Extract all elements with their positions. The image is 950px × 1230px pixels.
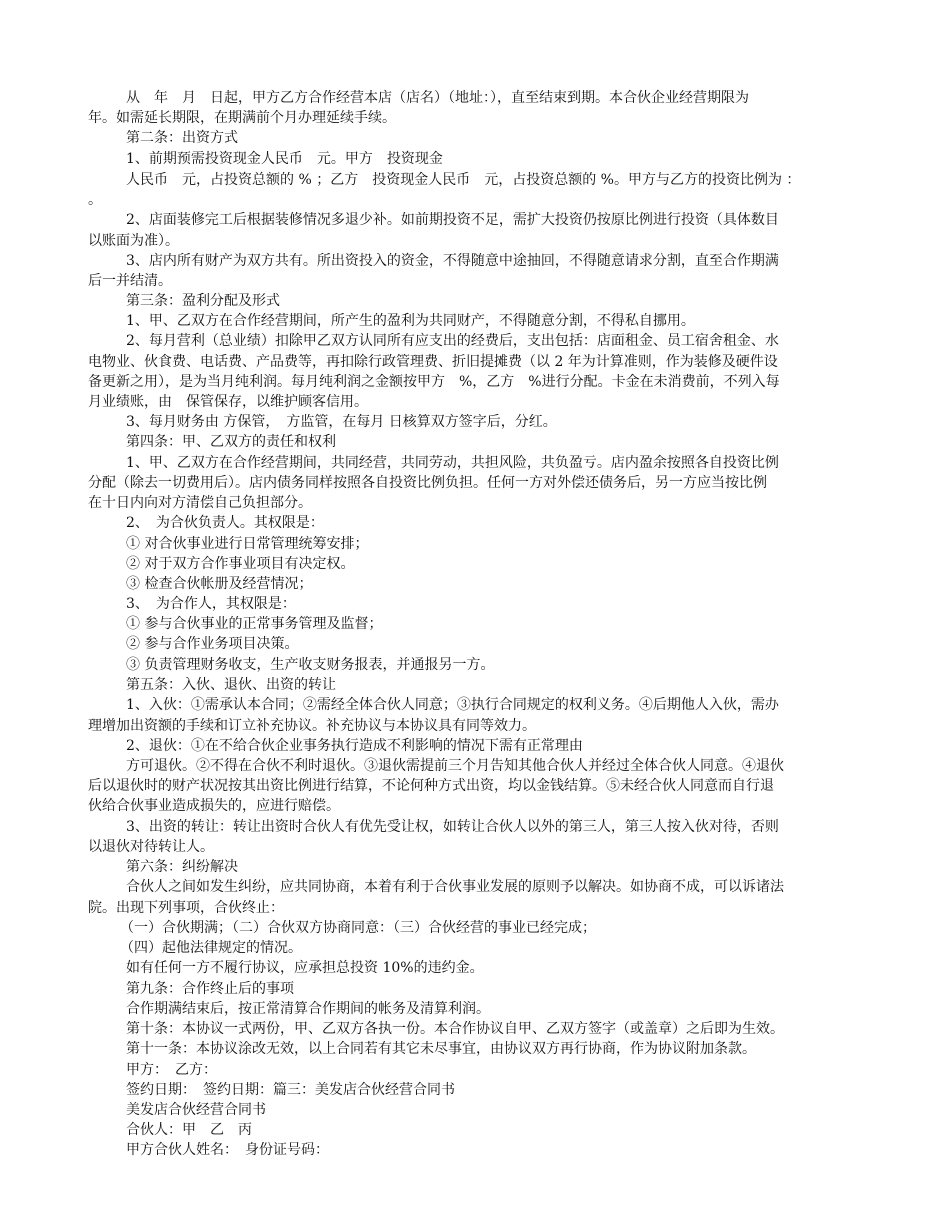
text-line: 电物业、伙食费、电话费、产品费等，再扣除行政管理费、折旧提摊费（以 2 年为计算准则，作为装修及硬件设 [88,354,778,370]
text-line: 第十条：本协议一式两份，甲、乙双方各执一份。本合作协议自甲、乙双方签字（或盖章）之后即为生效。 [126,1021,784,1037]
list-item: ③ 检查合伙帐册及经营情况； [126,576,313,592]
text-line: 第十一条：本协议涂改无效，以上合同若有其它未尽事宜，由协议双方再行协商，作为协议附加条款。 [126,1041,756,1057]
signature-line: 甲方： 乙方： [126,1062,217,1078]
text-line: 3、店内所有财产为双方共有。所出资投入的资金，不得随意中途抽回，不得随意请求分割，直至合作期满 [126,253,779,269]
document-title: 美发店合伙经营合同书 [126,1102,266,1118]
list-item: ③ 负责管理财务收支，生产收支财务报表，并通报另一方。 [126,657,495,673]
text-line: 1、前期预需投资现金人民币 元。甲方 投资现金 [126,151,443,167]
text-line: 1、甲、乙双方在合作经营期间，所产生的盈利为共同财产，不得随意分割，不得私自挪用。 [126,313,695,329]
list-item: ② 对于双方合作事业项目有决定权。 [126,556,355,572]
text-line: 理增加出资额的手续和订立补充协议。补充协议与本协议具有同等效力。 [88,718,536,734]
text-line: 以退伙对待转让人。 [88,839,214,855]
text-line: 2、退伙：①在不给合伙企业事务执行造成不利影响的情况下需有正常理由 [126,738,583,754]
text-line: 2、每月营利（总业绩）扣除甲乙双方认同所有应支出的经费后，支出包括：店面租金、员工宿舍租金、水 [126,333,779,349]
list-item: ① 参与合伙事业的正常事务管理及监督； [126,616,383,632]
text-line: 人民币 元，占投资总额的 % ；乙方 投资现金人民币 元，占投资总额的 %。甲方与乙方的投资比例为 ： [126,172,801,188]
text-line: 3、 为合作人，其权限是： [126,596,296,612]
text-line: 在十日内向对方清偿自己负担部分。 [88,495,312,511]
section-heading: 第六条：纠纷解决 [126,859,238,875]
section-heading: 第九条：合作终止后的事项 [126,981,294,997]
text-line: 年。如需延长期限，在期满前个月办理延续手续。 [88,110,396,126]
partners-line: 合伙人：甲 乙 丙 [126,1122,252,1138]
text-line: 以账面为准）。 [88,233,179,249]
text-line: 合作期满结束后，按正常清算合作期间的帐务及清算利润。 [126,1001,490,1017]
text-line: 3、每月财务由 方保管， 方监管，在每月 日核算双方签字后，分红。 [126,414,557,430]
partner-info-line: 甲方合伙人姓名： 身份证号码： [126,1142,329,1158]
text-line: 合伙人之间如发生纠纷，应共同协商，本着有利于合伙事业发展的原则予以解决。如协商不成，可以诉诸法 [126,879,784,895]
text-line: 月业绩账，由 保管保存，以维护顾客信用。 [88,394,368,410]
text-line: 2、 为合伙负责人。其权限是： [126,515,324,531]
list-item: （一）合伙期满；（二）合伙双方协商同意：（三）合伙经营的事业已经完成； [120,920,596,936]
text-line: 分配（除去一切费用后）。店内债务同样按照各自投资比例负担。任何一方对外偿还债务后，另一方应当按比例 [88,475,767,491]
section-heading: 第三条：盈利分配及形式 [126,293,280,309]
text-line: 3、出资的转让：转让出资时合伙人有优先受让权，如转让合伙人以外的第三人，第三人按入伙对待，否则 [126,819,779,835]
section-heading: 第二条：出资方式 [126,130,238,146]
text-line: 后一并结清。 [88,273,172,289]
section-heading: 第四条：甲、乙双方的责任和权利 [126,434,336,450]
text-line: 从 年 月 日起，甲方乙方合作经营本店（店名）（地址：），直至结束到期。本合伙企业经营期限为 [126,90,749,106]
text-line: 1、甲、乙双方在合作经营期间，共同经营，共同劳动，共担风险，共负盈亏。店内盈余按照各自投资比例 [126,455,779,471]
list-item: （四）起他法律规定的情况。 [120,940,302,956]
section-heading: 第五条：入伙、退伙、出资的转让 [126,677,336,693]
text-line: 2、店面装修完工后根据装修情况多退少补。如前期投资不足，需扩大投资仍按原比例进行投资（具体数目 [126,212,779,228]
list-item: ② 参与合作业务项目决策。 [126,636,299,652]
text-line: 1、入伙：①需承认本合同；②需经全体合伙人同意；③执行合同规定的权利义务。④后期他人入伙，需办 [126,697,779,713]
text-line: 方可退伙。②不得在合伙不利时退伙。③退伙需提前三个月告知其他合伙人并经过全体合伙人同意。④退伙 [126,758,784,774]
signature-date-line: 签约日期： 签约日期：篇三：美发店合伙经营合同书 [126,1082,455,1098]
text-line: 备更新之用），是为当月纯利润。每月纯利润之金额按甲方 %，乙方 %进行分配。卡金在未消费前，不列入每 [88,374,780,390]
text-line: 伙给合伙事业造成损失的，应进行赔偿。 [88,798,340,814]
list-item: ① 对合伙事业进行日常管理统筹安排； [126,536,369,552]
text-line: 如有任何一方不履行协议，应承担总投资 10%的违约金。 [126,960,484,976]
text-line: 院。出现下列事项，合伙终止： [88,900,284,916]
text-line: 后以退伙时的财产状况按其出资比例进行结算，不论何种方式出资，均以金钱结算。⑤未经合伙人同意而自行退 [88,778,774,794]
text-line: 。 [88,192,102,208]
